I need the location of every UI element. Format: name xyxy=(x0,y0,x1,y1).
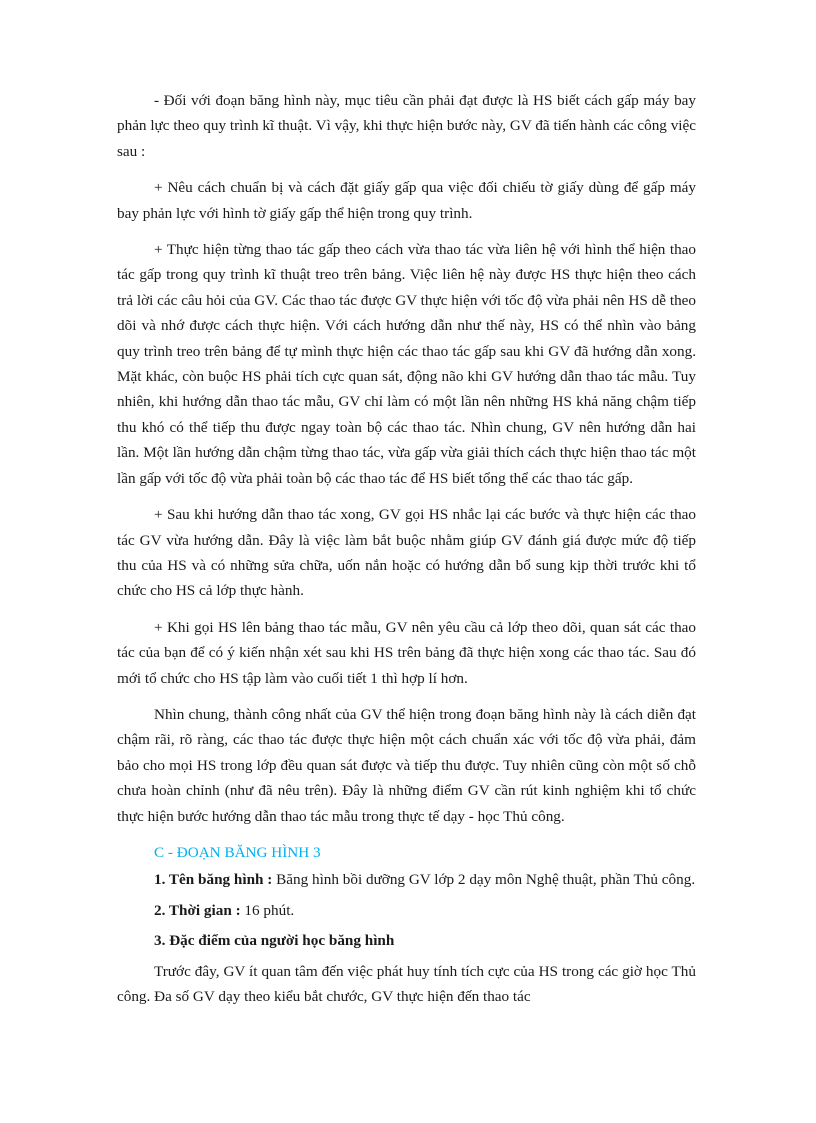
item-duration-text: 16 phút. xyxy=(240,901,295,919)
paragraph-folding-steps: + Thực hiện từng thao tác gấp theo cách vừa thao tác vừa liên hệ với hình thể hiện thao tác gấp trong quy trình kĩ thuật treo trên bảng. Việc liên hệ này được HS thực hiện theo cách trả lời các câu hỏi của GV. Các thao tác được GV thực hiện với tốc độ vừa phải nên HS dễ theo dõi và nhớ được cách thực hiện. Với cách hướng dẫn như thế này, HS có thể nhìn vào bảng quy trình treo trên bảng để tự mình thực hiện các thao tác gấp sau khi GV đã hướng dẫn xong. Mặt khác, còn buộc HS phải tích cực quan sát, động não khi GV hướng dẫn thao tác mẫu. Tuy nhiên, khi hướng dẫn thao tác mẫu, GV chỉ làm có một lần nên những HS khả năng chậm tiếp thu khó có thể tiếp thu được ngay toàn bộ các thao tác. Nhìn chung, GV nên hướng dẫn hai lần. Một lần hướng dẫn chậm từng thao tác, vừa gấp vừa giải thích cách thực hiện thao tác một lần gấp với tốc độ vừa phải toàn bộ các thao tác để HS biết tổng thể các thao tác gấp. xyxy=(117,241,696,487)
paragraph-student-demo: + Khi gọi HS lên bảng thao tác mẫu, GV nên yêu cầu cả lớp theo dõi, quan sát các thao tác của bạn để có ý kiến nhận xét sau khi HS trên bảng đã thực hiện xong các thao tác. Sau đó mới tổ chức cho HS tập làm vào cuối tiết 1 thì hợp lí hơn. xyxy=(117,618,696,687)
item-video-title-label: 1. Tên băng hình : xyxy=(154,871,273,889)
paragraph-summary: Nhìn chung, thành công nhất của GV thể hiện trong đoạn băng hình này là cách diễn đạt chậm rãi, rõ ràng, các thao tác được thực hiện một cách chuẩn xác với tốc độ vừa phải, đảm bảo cho mọi HS trong lớp đều quan sát được và tiếp thu được. Tuy nhiên cũng còn một số chỗ chưa hoàn chỉnh (như đã nêu trên). Đây là những điểm GV cần rút kinh nghiệm khi tổ chức thực hiện bước hướng dẫn thao tác mẫu trong thực tế dạy - học Thủ công. xyxy=(117,705,696,825)
item-learner-traits-label: 3. Đặc điểm của người học băng hình xyxy=(154,932,395,950)
item-duration-label: 2. Thời gian : xyxy=(154,901,241,919)
document-page xyxy=(117,88,696,1020)
paragraph-objective: - Đối với đoạn băng hình này, mục tiêu cần phải đạt được là HS biết cách gấp máy bay phản lực theo quy trình kĩ thuật. Vì vậy, khi thực hiện bước này, GV đã tiến hành các công việc sau : xyxy=(117,92,696,160)
paragraph-preparation: + Nêu cách chuẩn bị và cách đặt giấy gấp qua việc đối chiếu tờ giấy dùng để gấp máy bay phản lực với hình tờ giấy gấp thể hiện trong quy trình. xyxy=(117,179,696,222)
section-heading: C - ĐOẠN BĂNG HÌNH 3 xyxy=(154,843,321,861)
item-video-title xyxy=(117,867,696,892)
item-learner-traits xyxy=(117,928,696,953)
item-video-title-text: Băng hình bồi dưỡng GV lớp 2 dạy môn Nghệ thuật, phần Thủ công. xyxy=(272,871,696,889)
paragraph-last: Trước đây, GV ít quan tâm đến việc phát huy tính tích cực của HS trong các giờ học Thủ công. Đa số GV dạy theo kiểu bắt chước, GV thực hiện đến thao tác xyxy=(117,962,696,1005)
paragraph-recall-steps: + Sau khi hướng dẫn thao tác xong, GV gọi HS nhắc lại các bước và thực hiện các thao tác GV vừa hướng dẫn. Đây là việc làm bắt buộc nhằm giúp GV đánh giá được mức độ tiếp thu của HS và có những sửa chữa, uốn nắn hoặc có hướng dẫn bổ sung kịp thời trước khi tổ chức cho HS cả lớp thực hành. xyxy=(117,506,696,600)
item-duration xyxy=(117,898,696,923)
